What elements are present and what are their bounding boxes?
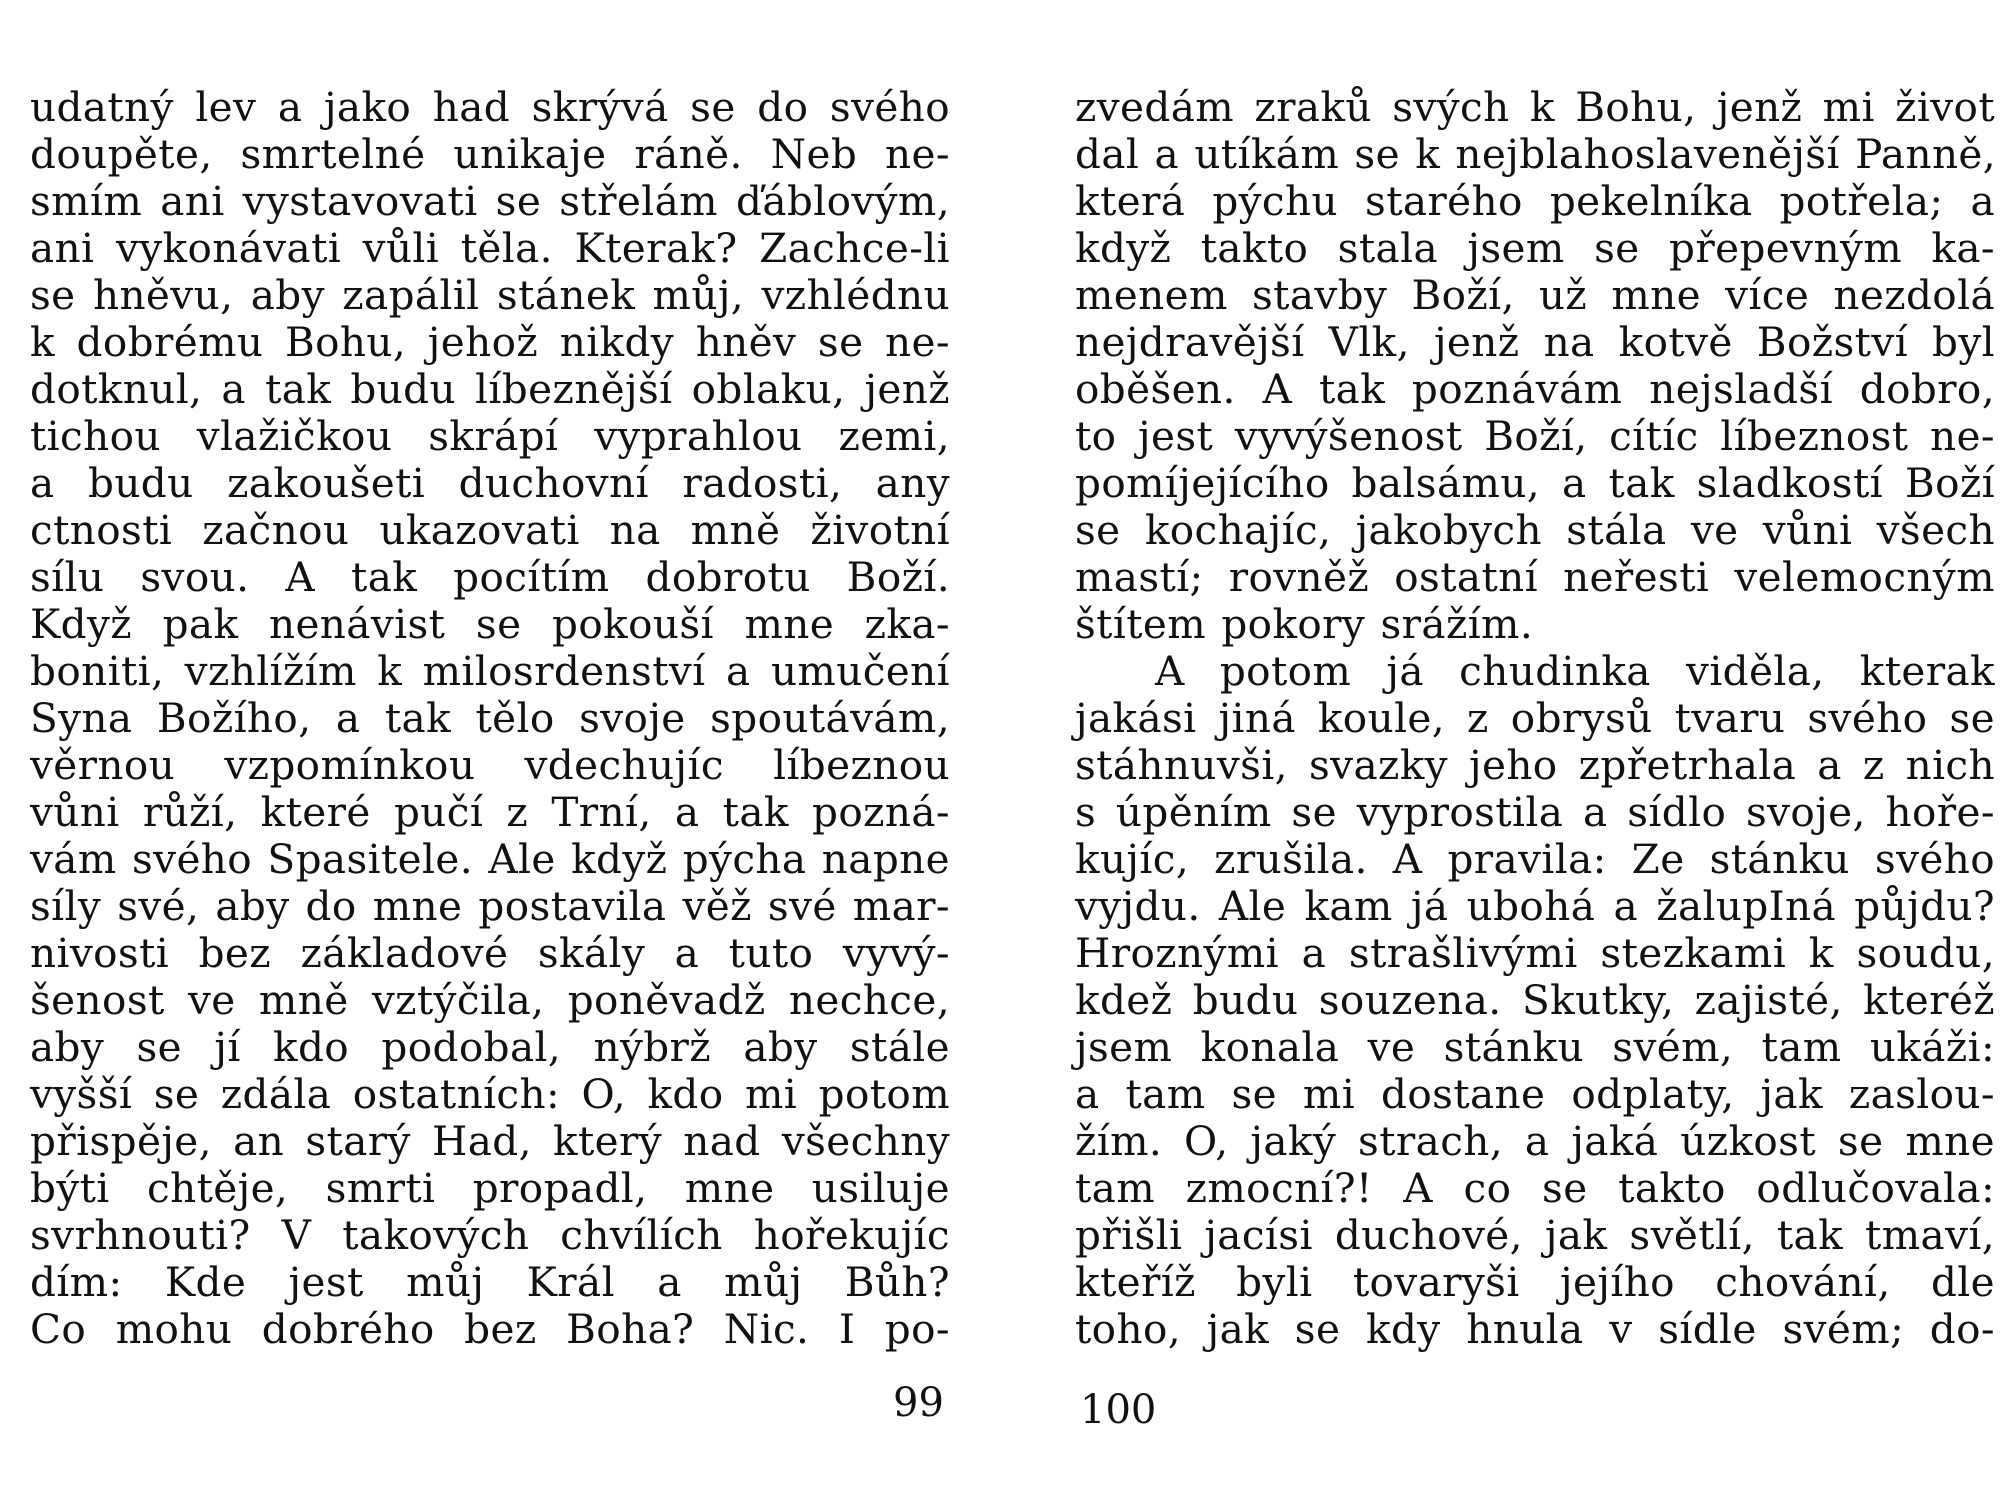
text-line: Syna Božího, a tak tělo svoje spoutávám, — [30, 694, 950, 742]
right-page — [1075, 84, 1995, 1464]
text-line: ani vykonávati vůli těla. Kterak? Zachce-li — [30, 224, 950, 272]
text-line: mastí; rovněž ostatní neřesti velemocným — [1075, 553, 1995, 601]
text-line: oběšen. A tak poznávám nejsladší dobro, — [1075, 365, 1995, 413]
text-line: Co mohu dobrého bez Boha? Nic. I po- — [30, 1305, 950, 1353]
text-line: kteříž byli tovaryši jejího chování, dle — [1075, 1258, 1995, 1306]
text-line: která pýchu starého pekelníka potřela; a — [1075, 177, 1995, 225]
text-line: stáhnuvši, svazky jeho zpřetrhala a z nich — [1075, 741, 1995, 789]
text-line: a budu zakoušeti duchovní radosti, any — [30, 459, 950, 507]
text-line: když takto stala jsem se přepevným ka- — [1075, 224, 1995, 272]
text-line: štítem pokory srážím. — [1075, 600, 1534, 648]
text-line: vyjdu. Ale kam já ubohá a žalupIná půjdu? — [1075, 882, 1995, 930]
text-line: šenost ve mně vztýčila, poněvadž nechce, — [30, 976, 950, 1024]
text-line: nivosti bez základové skály a tuto vyvý- — [30, 929, 950, 977]
page-number-left: 99 — [893, 1380, 944, 1426]
text-line: dím: Kde jest můj Král a můj Bůh? — [30, 1258, 950, 1306]
text-line: kdež budu souzena. Skutky, zajisté, kteréž — [1075, 976, 1995, 1024]
text-line: vám svého Spasitele. Ale když pýcha napne — [30, 835, 950, 883]
left-page — [30, 84, 950, 1464]
text-line: pomíjejícího balsámu, a tak sladkostí Boží — [1075, 459, 1995, 507]
text-line: svrhnouti? V takových chvílích hořekujíc — [30, 1211, 950, 1259]
text-line: věrnou vzpomínkou vdechujíc líbeznou — [30, 741, 950, 789]
text-line: dal a utíkám se k nejblahoslavenější Panně, — [1075, 130, 1997, 178]
text-line: Když pak nenávist se pokouší mne zka- — [30, 600, 950, 648]
text-line: aby se jí kdo podobal, nýbrž aby stále — [30, 1023, 950, 1071]
text-line: jakási jiná koule, z obrysů tvaru svého se — [1075, 694, 1995, 742]
text-line: jsem konala ve stánku svém, tam ukáži: — [1075, 1023, 1995, 1071]
page-number-right: 100 — [1080, 1387, 1157, 1433]
text-line: k dobrému Bohu, jehož nikdy hněv se ne- — [30, 318, 950, 366]
text-line: přispěje, an starý Had, který nad všechny — [30, 1117, 950, 1165]
text-line: Hroznými a strašlivými stezkami k soudu, — [1075, 929, 1995, 977]
text-line: dotknul, a tak budu líbeznější oblaku, jenž — [30, 365, 950, 413]
text-line: ctnosti začnou ukazovati na mně životní — [30, 506, 950, 554]
text-line: s úpěním se vyprostila a sídlo svoje, hoře- — [1075, 788, 1995, 836]
text-line: tam zmocní?! A co se takto odlučovala: — [1075, 1164, 1995, 1212]
text-line: kujíc, zrušila. A pravila: Ze stánku svého — [1075, 835, 1995, 883]
text-line: udatný lev a jako had skrývá se do svého — [30, 83, 950, 131]
text-line: A potom já chudinka viděla, kterak — [1155, 647, 1995, 695]
text-line: tichou vlažičkou skrápí vyprahlou zemi, — [30, 412, 950, 460]
text-line: to jest vyvýšenost Boží, cítíc líbeznost ne- — [1075, 412, 1995, 460]
text-line: síly své, aby do mne postavila věž své mar- — [30, 882, 950, 930]
text-line: přišli jacísi duchové, jak světlí, tak tmaví, — [1075, 1211, 1995, 1259]
text-line: toho, jak se kdy hnula v sídle svém; do- — [1075, 1305, 1995, 1353]
text-line: sílu svou. A tak pocítím dobrotu Boží. — [30, 553, 950, 601]
text-line: smím ani vystavovati se střelám ďáblovým, — [30, 177, 950, 225]
text-line: zvedám zraků svých k Bohu, jenž mi život — [1075, 83, 1995, 131]
text-line: žím. O, jaký strach, a jaká úzkost se mne — [1075, 1117, 1995, 1165]
text-line: doupěte, smrtelné unikaje ráně. Neb ne- — [30, 130, 950, 178]
text-line: a tam se mi dostane odplaty, jak zaslou- — [1075, 1070, 1995, 1118]
left-page-text — [30, 84, 950, 1353]
text-line: vůni růží, které pučí z Trní, a tak pozná- — [30, 788, 950, 836]
text-line: býti chtěje, smrti propadl, mne usiluje — [30, 1164, 950, 1212]
text-line: vyšší se zdála ostatních: O, kdo mi potom — [30, 1070, 950, 1118]
right-page-text — [1075, 84, 1995, 1353]
text-line: se hněvu, aby zapálil stánek můj, vzhlédnu — [30, 271, 950, 319]
text-line: menem stavby Boží, už mne více nezdolá — [1075, 271, 1995, 319]
text-line: se kochajíc, jakobych stála ve vůni všech — [1075, 506, 1995, 554]
text-line: boniti, vzhlížím k milosrdenství a umučení — [30, 647, 950, 695]
text-line: nejdravější Vlk, jenž na kotvě Božství byl — [1075, 318, 1995, 366]
